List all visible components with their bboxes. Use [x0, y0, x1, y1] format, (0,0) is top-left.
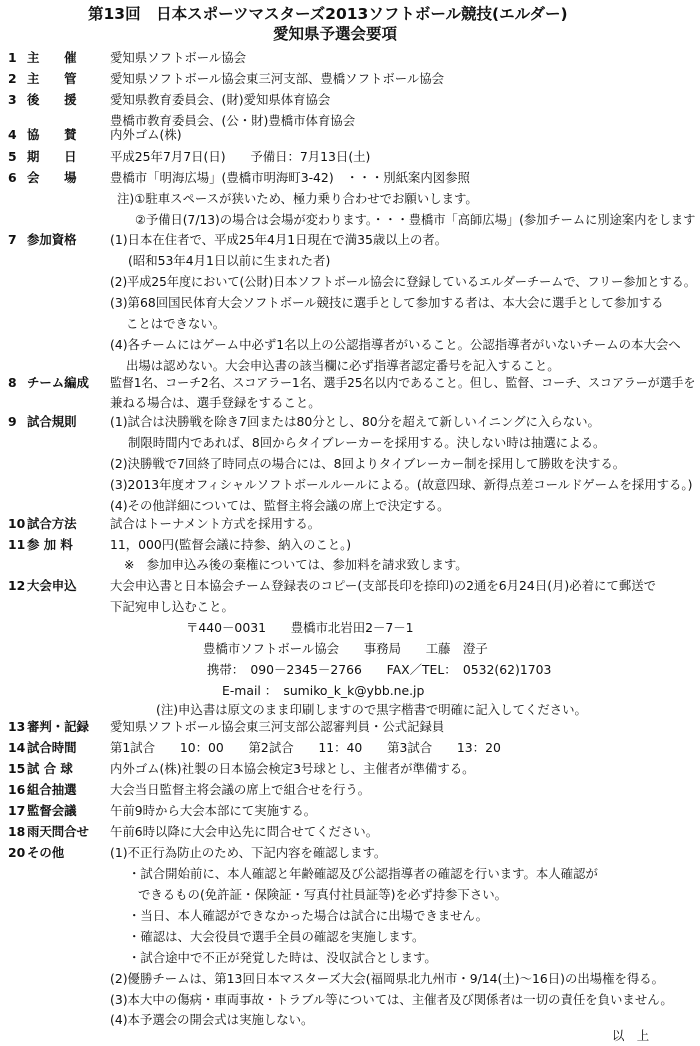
item-text-line: ・試合途中で不正が発覚した時は、没収試合とします。: [128, 950, 437, 965]
item-text-line: 下記宛申し込むこと。: [110, 599, 234, 614]
item-text-line: ・当日、本人確認ができなかった場合は試合に出場できません。: [128, 908, 489, 923]
item-text-line: 愛知県ソフトボール協会東三河支部公認審判員・公式記録員: [110, 719, 445, 734]
item-text-line: 兼ねる場合は、選手登録をすること。: [110, 395, 321, 410]
item-label: 試合規則: [27, 414, 77, 429]
item-label: 大会申込: [27, 578, 77, 593]
item-label: 監督会議: [27, 803, 77, 818]
item-number: 20: [8, 845, 26, 860]
item-text-line: 制限時間内であれば、8回からタイブレーカーを採用する。決しない時は抽選による。: [128, 435, 606, 450]
item-text-line: (3)第68回国民体育大会ソフトボール競技に選手として参加する者は、本大会に選手として参加する: [110, 295, 664, 310]
item-text-line: 試合はトーナメント方式を採用する。: [110, 516, 321, 531]
item-text-line: 愛知県教育委員会、(財)愛知県体育協会: [110, 92, 331, 107]
item-label: 試合時間: [27, 740, 77, 755]
item-label: 試 合 球: [27, 761, 73, 776]
item-text-line: 午前6時以降に大会申込先に問合せてください。: [110, 824, 379, 839]
item-text-line: 午前9時から大会本部にて実施する。: [110, 803, 317, 818]
item-text-line: 平成25年7月7日(日) 予備日：7月13日(土): [110, 149, 371, 164]
item-text-line: 内外ゴム(株): [110, 127, 182, 142]
item-label: 参加資格: [27, 232, 77, 247]
item-label: 参 加 料: [27, 537, 73, 552]
item-text-line: ※ 参加申込み後の棄権については、参加料を請求致します。: [124, 557, 468, 572]
item-number: 4: [8, 127, 17, 142]
item-text-line: (3)本大中の傷病・車両事故・トラブル等については、主催者及び関係者は一切の責任を負いません。: [110, 992, 673, 1007]
item-text-line: (4)その他詳細については、監督主将会議の席上で決定する。: [110, 498, 450, 513]
item-text-line: (昭和53年4月1日以前に生まれた者): [128, 253, 331, 268]
item-text-line: ことはできない。: [126, 316, 226, 331]
item-text-line: ②予備日(7/13)の場合は会場が変わります。・・・豊橋市「高師広場」(参加チームに別途案内をします: [135, 212, 696, 227]
item-number: 15: [8, 761, 26, 776]
item-text-line: 豊橋市「明海広場」(豊橋市明海町3-42) ・・・別紙案内図参照: [110, 170, 470, 185]
item-label: チーム編成: [27, 375, 89, 390]
item-number: 13: [8, 719, 26, 734]
item-label: 後 援: [27, 92, 77, 107]
item-number: 2: [8, 71, 17, 86]
item-text-line: 出場は認めない。大会申込書の該当欄に必ず指導者認定番号を記入すること。: [126, 358, 560, 373]
item-text-line: E-mail ： sumiko_k_k@ybb.ne.jp: [222, 683, 425, 698]
item-text-line: 11，000円(監督会議に持参、納入のこと。): [110, 537, 352, 552]
item-label: 主 催: [27, 50, 77, 65]
item-number: 14: [8, 740, 26, 755]
item-text-line: 〒440－0031 豊橋市北岩田2－7－1: [186, 620, 414, 635]
item-text-line: (1)試合は決勝戦を除き7回または80分とし、80分を超えて新しいイニングに入らない。: [110, 414, 600, 429]
item-text-line: (3)2013年度オフィシャルソフトボールルールによる。(故意四球、新得点差コールドゲームを採用する。): [110, 477, 693, 492]
item-text-line: 内外ゴム(株)社製の日本協会検定3号球とし、主催者が準備する。: [110, 761, 475, 776]
item-number: 1: [8, 50, 17, 65]
item-text-line: (2)決勝戦で7回終了時同点の場合には、8回よりタイブレーカー制を採用して勝敗を決する。: [110, 456, 626, 471]
item-text-line: 豊橋市ソフトボール協会 事務局 工藤 澄子: [203, 641, 488, 656]
item-text-line: できるもの(免許証・保険証・写真付社員証等)を必ず持参下さい。: [138, 887, 507, 902]
item-number: 9: [8, 414, 17, 429]
item-text-line: 大会申込書と日本協会チーム登録表のコピー(支部長印を捺印)の2通を6月24日(月)必着にて郵送で: [110, 578, 656, 593]
item-label: 協 賛: [27, 127, 77, 142]
item-text-line: 大会当日監督主将会議の席上で組合せを行う。: [110, 782, 371, 797]
item-text-line: ・確認は、大会役員で選手全員の確認を実施します。: [128, 929, 425, 944]
item-number: 10: [8, 516, 26, 531]
item-text-line: 携帯： 090－2345－2766 FAX／TEL： 0532(62)1703: [207, 662, 552, 677]
item-number: 16: [8, 782, 26, 797]
closing-mark: 以 上: [612, 1028, 650, 1043]
item-number: 5: [8, 149, 17, 164]
item-number: 17: [8, 803, 26, 818]
item-text-line: (4)各チームにはゲーム中必ず1名以上の公認指導者がいること。公認指導者がいないチームの本大会へ: [110, 337, 681, 352]
item-number: 8: [8, 375, 17, 390]
item-text-line: 豊橋市教育委員会、(公・財)豊橋市体育協会: [110, 113, 356, 128]
item-text-line: ・試合開始前に、本人確認と年齢確認及び公認指導者の確認を行います。本人確認が: [128, 866, 598, 881]
item-text-line: 注)①駐車スペースが狭いため、極力乗り合わせでお願いします。: [117, 191, 478, 206]
item-text-line: 第1試合 10：00 第2試合 11：40 第3試合 13：20: [110, 740, 501, 755]
item-text-line: 愛知県ソフトボール協会: [110, 50, 247, 65]
document-title: 第13回 日本スポーツマスターズ2013ソフトボール競技(エルダー): [88, 5, 568, 23]
item-label: 期 日: [27, 149, 77, 164]
item-number: 3: [8, 92, 17, 107]
item-label: 主 管: [27, 71, 77, 86]
item-number: 18: [8, 824, 26, 839]
item-label: 審判・記録: [27, 719, 89, 734]
item-text-line: (4)本予選会の開会式は実施しない。: [110, 1012, 314, 1027]
item-label: 試合方法: [27, 516, 77, 531]
item-text-line: (2)優勝チームは、第13回日本マスターズ大会(福岡県北九州市・9/14(土)～16日)の出場権を得る。: [110, 971, 665, 986]
item-text-line: (1)不正行為防止のため、下記内容を確認します。: [110, 845, 387, 860]
item-text-line: 監督1名、コーチ2名、スコアラー1名、選手25名以内であること。但し、監督、コーチ、スコアラーが選手を: [110, 375, 696, 390]
item-number: 6: [8, 170, 17, 185]
item-number: 12: [8, 578, 26, 593]
item-text-line: (注)申込書は原文のまま印刷しますので黒字楷書で明確に記入してください。: [156, 702, 587, 717]
item-number: 7: [8, 232, 17, 247]
item-label: 雨天問合せ: [27, 824, 89, 839]
item-label: 会 場: [27, 170, 77, 185]
item-number: 11: [8, 537, 26, 552]
item-text-line: (1)日本在住者で、平成25年4月1日現在で満35歳以上の者。: [110, 232, 448, 247]
item-text-line: (2)平成25年度において(公財)日本ソフトボール協会に登録しているエルダーチームで、フリー参加とする。: [110, 274, 696, 289]
item-label: 組合抽選: [27, 782, 77, 797]
item-text-line: 愛知県ソフトボール協会東三河支部、豊橋ソフトボール協会: [110, 71, 445, 86]
item-label: その他: [27, 845, 65, 860]
document-subtitle: 愛知県予選会要項: [273, 25, 398, 43]
